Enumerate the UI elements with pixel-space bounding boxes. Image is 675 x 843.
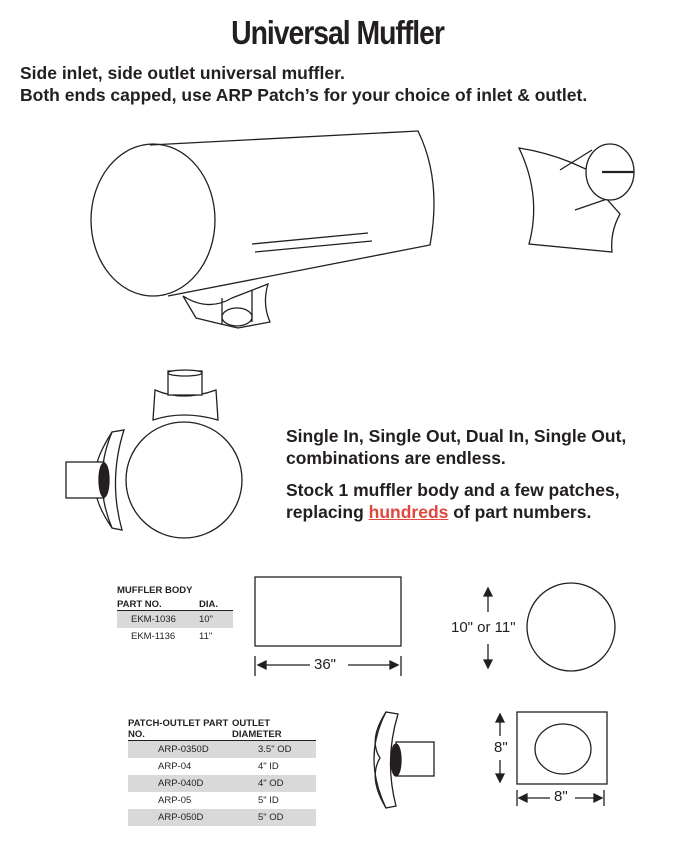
patch-table-header-dia: OUTLET DIAMETER	[232, 718, 316, 741]
patch-outlet-drawing	[374, 712, 434, 808]
table-row: EKM-1136 11"	[131, 631, 213, 642]
callout-p2-start: Stock 1 muffler body and a few patches, replacing	[286, 480, 620, 522]
patch-height-label: 8"	[494, 739, 508, 756]
callout-text	[286, 425, 671, 533]
intro-line-1: Side inlet, side outlet universal muffler.	[20, 63, 345, 83]
length-dimension-label: 36"	[314, 656, 337, 673]
intro-line-2: Both ends capped, use ARP Patch’s for your choice of inlet & outlet.	[20, 85, 588, 105]
callout-p2-end: of part numbers.	[448, 502, 592, 522]
table-row: EKM-1036 10"	[117, 611, 233, 629]
table-row: ARP-040D 4" OD	[128, 775, 316, 792]
callout-paragraph-2	[286, 479, 671, 523]
table-row: ARP-04 4" ID	[158, 761, 279, 772]
muffler-table-header-part: PART NO.	[117, 596, 199, 611]
table-row: ARP-050D 5" OD	[128, 809, 316, 826]
highlight-hundreds: hundreds	[368, 502, 449, 522]
diameter-dimension-label: 10" or 11"	[451, 619, 516, 636]
patch-square-drawing	[496, 712, 607, 806]
patch-side-drawing	[519, 144, 634, 252]
table-row: ARP-05 5" ID	[158, 795, 279, 806]
patch-table-header-part: PATCH-OUTLET PART NO.	[128, 718, 232, 741]
patch-width-label: 8"	[554, 788, 568, 805]
callout-paragraph-1: Single In, Single Out, Dual In, Single Out, combinations are endless.	[286, 426, 627, 468]
end-view-drawing	[66, 370, 242, 538]
patch-outlet-table	[128, 718, 316, 826]
muffler-table-header-dia: DIA.	[199, 596, 233, 611]
muffler-body-table	[117, 585, 233, 645]
table-row: ARP-0350D 3.5" OD	[128, 741, 316, 759]
muffler-table-header-1: MUFFLER BODY	[117, 585, 193, 596]
muffler-body-drawing	[91, 131, 434, 328]
page-title: Universal Muffler	[231, 14, 444, 51]
